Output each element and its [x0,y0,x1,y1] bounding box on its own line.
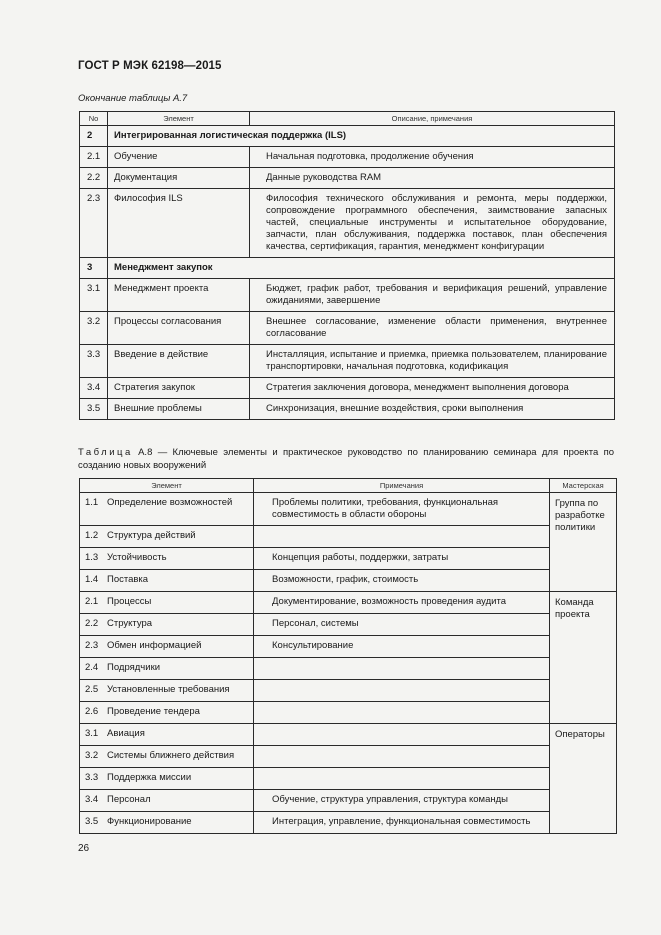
element-cell [80,658,254,680]
element-cell [80,570,254,592]
description-cell: Данные руководства RAM [250,168,615,189]
element-cell: Менеджмент проекта [108,279,250,312]
section-title: Менеджмент закупок [108,258,615,279]
description-cell: Философия технического обслуживания и ремонта, меры поддержки, сопровождение программного обеспечения, заимствование запасных частей, специальные инструменты и испытательное оборудование, запчасти, план обслуживания, поддержка поставок, план обеспечения качества, сертификация, гарантия, менеджмент конфигурации [250,189,615,258]
row-number: 3.2 [80,312,108,345]
element-cell [80,636,254,658]
description-cell: Стратегия заключения договора, менеджмент выполнения договора [250,378,615,399]
table-row [80,378,615,399]
row-number: 2.1 [80,147,108,168]
row-number: 2.2 [80,168,108,189]
table2-caption-text: А.8 — Ключевые элементы и практическое руководство по планированию семинара для проекта по созданию новых вооружений [78,447,614,471]
workshop-cell: Группа по разработке политики [550,493,617,592]
row-number: 2.3 [85,640,99,651]
table-row [80,147,615,168]
table-row [80,493,617,526]
col-header-no: No [80,112,108,126]
col-header-workshop: Мастерская [550,479,617,493]
note-cell: Документирование, возможность проведения аудита [254,592,550,614]
row-number: 1.4 [85,574,99,585]
table1-caption: Окончание таблицы А.7 [78,93,188,104]
table2-caption-label: Таблица [78,447,133,458]
table-row-section [80,258,615,279]
element-cell: Введение в действие [108,345,250,378]
element-label: Обмен информацией [107,640,202,651]
table-row [80,702,617,724]
note-cell: Консультирование [254,636,550,658]
row-number: 2.5 [85,684,99,695]
row-number: 3.4 [85,794,99,805]
element-label: Устойчивость [107,552,167,563]
row-number: 3.3 [85,772,99,783]
element-label: Структура [107,618,153,629]
table-row [80,680,617,702]
element-cell: Процессы согласования [108,312,250,345]
table-row [80,812,617,834]
col-header-notes: Примечания [254,479,550,493]
note-cell: Обучение, структура управления, структура команды [254,790,550,812]
element-label: Установленные требования [107,684,230,695]
row-number: 2.6 [85,706,99,717]
row-number: 3.1 [80,279,108,312]
table-a8 [79,478,617,834]
element-label: Структура действий [107,530,196,541]
row-number: 2 [80,126,108,147]
description-cell: Начальная подготовка, продолжение обучения [250,147,615,168]
workshop-cell: Операторы [550,724,617,834]
table1-header-row [80,112,615,126]
col-header-element: Элемент [108,112,250,126]
table-row [80,658,617,680]
table-row [80,279,615,312]
row-number: 3.1 [85,728,99,739]
table-row [80,189,615,258]
note-cell [254,724,550,746]
element-cell: Внешние проблемы [108,399,250,420]
table-row-section [80,126,615,147]
element-label: Проведение тендера [107,706,200,717]
row-number: 2.2 [85,618,99,629]
note-cell [254,680,550,702]
row-number: 1.1 [85,497,99,508]
element-cell: Обучение [108,147,250,168]
element-cell [80,614,254,636]
element-cell: Философия ILS [108,189,250,258]
table-row [80,790,617,812]
table-row [80,724,617,746]
table-a7-continuation [79,111,615,420]
element-cell [80,724,254,746]
element-label: Системы ближнего действия [107,750,235,761]
element-cell: Документация [108,168,250,189]
element-cell [80,526,254,548]
table-row [80,614,617,636]
table-row [80,768,617,790]
element-label: Персонал [107,794,151,805]
element-cell [80,812,254,834]
table-row [80,345,615,378]
note-cell: Возможности, график, стоимость [254,570,550,592]
table-row [80,592,617,614]
note-cell [254,702,550,724]
note-cell: Концепция работы, поддержки, затраты [254,548,550,570]
page-number: 26 [78,843,90,854]
table2-header-row [80,479,617,493]
col-header-element: Элемент [80,479,254,493]
element-cell [80,790,254,812]
row-number: 1.2 [85,530,99,541]
note-cell [254,768,550,790]
element-cell [80,702,254,724]
col-header-description: Описание, примечания [250,112,615,126]
row-number: 2.4 [85,662,99,673]
row-number: 3.5 [85,816,99,827]
element-cell [80,746,254,768]
row-number: 3 [80,258,108,279]
description-cell: Инсталляция, испытание и приемка, приемка пользователем, планирование транспортировки, начальная подготовка, кодификация [250,345,615,378]
note-cell [254,526,550,548]
element-label: Функционирование [107,816,192,827]
element-label: Подрядчики [107,662,161,673]
element-cell [80,592,254,614]
note-cell [254,746,550,768]
row-number: 3.2 [85,750,99,761]
description-cell: Синхронизация, внешние воздействия, сроки выполнения [250,399,615,420]
table-row [80,636,617,658]
element-label: Процессы [107,596,152,607]
row-number: 2.3 [80,189,108,258]
element-label: Определение возможностей [107,497,233,508]
note-cell: Проблемы политики, требования, функциональная совместимость в области обороны [254,493,550,526]
element-cell [80,680,254,702]
element-cell: Стратегия закупок [108,378,250,399]
note-cell: Персонал, системы [254,614,550,636]
element-cell [80,768,254,790]
row-number: 3.3 [80,345,108,378]
description-cell: Внешнее согласование, изменение области применения, внутреннее согласование [250,312,615,345]
table2-caption [78,446,614,472]
row-number: 3.4 [80,378,108,399]
element-label: Поставка [107,574,149,585]
table-row [80,526,617,548]
table-row [80,399,615,420]
table-row [80,168,615,189]
row-number: 1.3 [85,552,99,563]
section-title: Интегрированная логистическая поддержка (ILS) [108,126,615,147]
workshop-cell: Команда проекта [550,592,617,724]
note-cell [254,658,550,680]
element-cell [80,548,254,570]
row-number: 3.5 [80,399,108,420]
row-number: 2.1 [85,596,99,607]
description-cell: Бюджет, график работ, требования и верификация решений, управление ожиданиями, завершение [250,279,615,312]
table-row [80,312,615,345]
table-row [80,746,617,768]
element-label: Авиация [107,728,145,739]
element-cell [80,493,254,526]
note-cell: Интеграция, управление, функциональная совместимость [254,812,550,834]
table-row [80,548,617,570]
element-label: Поддержка миссии [107,772,192,783]
table-row [80,570,617,592]
document-header: ГОСТ Р МЭК 62198—2015 [78,60,222,72]
